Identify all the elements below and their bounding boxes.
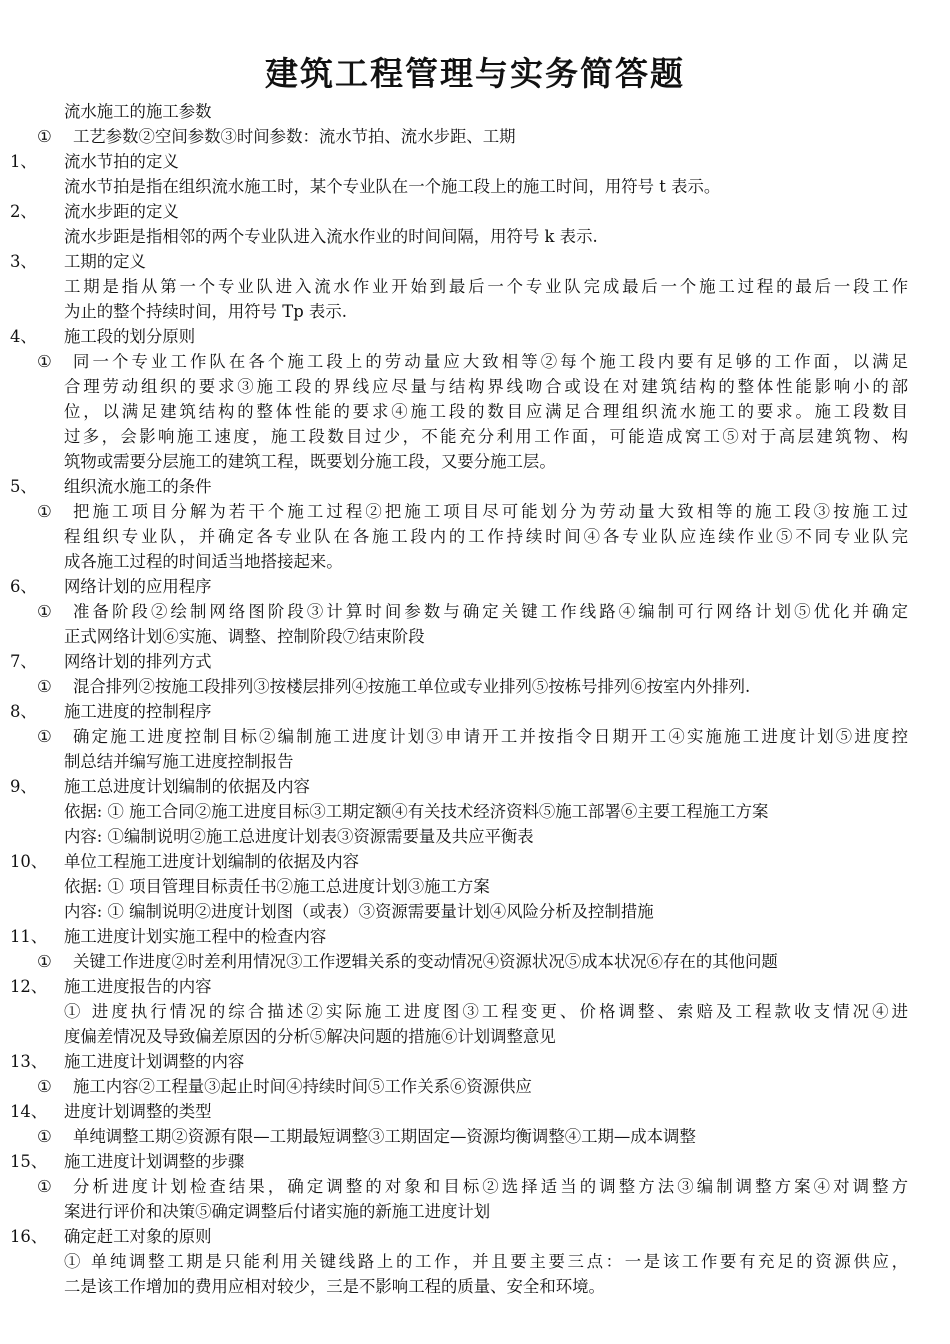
answer-line — [0, 1074, 950, 1099]
question-heading: 网络计划的排列方式 — [64, 652, 212, 671]
question-heading: 工期的定义 — [64, 252, 146, 271]
answer-text: 准备阶段②绘制网络图阶段③计算时间参数与确定关键工作线路④编制可行网络计划⑤优化并确定 — [73, 602, 908, 621]
answer-line — [0, 1199, 950, 1224]
question-number: 11、 — [10, 927, 48, 946]
answer-line — [0, 349, 950, 374]
answer-line — [0, 549, 950, 574]
answer-text: 混合排列②按施工段排列③按楼层排列④按施工单位或专业排列⑤按栋号排列⑥按室内外排列. — [73, 677, 751, 696]
answer-text: 为止的整个持续时间，用符号 Tp 表示. — [64, 302, 347, 321]
answer-line — [0, 749, 950, 774]
answer-text: 依据: ① 施工合同②施工进度目标③工期定额④有关技术经济资料⑤施工部署⑥主要工程施工方案 — [64, 802, 769, 821]
list-marker: ① — [37, 1177, 52, 1196]
answer-text: 二是该工作增加的费用应相对较少，三是不影响工程的质量、安全和环境。 — [64, 1277, 605, 1296]
question-heading: 单位工程施工进度计划编制的依据及内容 — [64, 852, 360, 871]
answer-line — [0, 1274, 950, 1299]
answer-line — [0, 1249, 950, 1274]
question-heading: 确定赶工对象的原则 — [64, 1227, 212, 1246]
answer-text: 单纯调整工期②资源有限—工期最短调整③工期固定—资源均衡调整④工期—成本调整 — [73, 1127, 696, 1146]
answer-text: 工艺参数②空间参数③时间参数：流水节拍、流水步距、工期 — [73, 127, 516, 146]
question-heading: 流水步距的定义 — [64, 202, 179, 221]
question-12 — [0, 974, 950, 999]
answer-line — [0, 1024, 950, 1049]
list-marker: ① — [37, 602, 52, 621]
question-1 — [0, 149, 950, 174]
answer-text: 同一个专业工作队在各个施工段上的劳动量应大致相等②每个施工段内要有足够的工作面，以满足 — [73, 352, 908, 371]
answer-line — [0, 424, 950, 449]
answer-text: 筑物或需要分层施工的建筑工程，既要划分施工段，又要分施工层。 — [64, 452, 556, 471]
answer-text: 工期是指从第一个专业队进入流水作业开始到最后一个专业队完成最后一个施工过程的最后一段工作 — [64, 277, 908, 296]
question-15 — [0, 1149, 950, 1174]
question-number: 15、 — [10, 1152, 48, 1171]
question-number: 12、 — [10, 977, 48, 996]
question-number: 6、 — [10, 577, 37, 596]
question-heading: 组织流水施工的条件 — [64, 477, 212, 496]
answer-text: ① 进度执行情况的综合描述②实际施工进度图③工程变更、价格调整、索赔及工程款收支情况④进 — [64, 1002, 908, 1021]
question-14 — [0, 1099, 950, 1124]
question-number: 5、 — [10, 477, 37, 496]
question-6 — [0, 574, 950, 599]
question-13 — [0, 1049, 950, 1074]
question-heading: 施工总进度计划编制的依据及内容 — [64, 777, 310, 796]
question-2 — [0, 199, 950, 224]
question-heading: 施工进度的控制程序 — [64, 702, 212, 721]
answer-line — [0, 174, 950, 199]
question-number: 4、 — [10, 327, 37, 346]
question-10 — [0, 849, 950, 874]
answer-text: 分析进度计划检查结果，确定调整的对象和目标②选择适当的调整方法③编制调整方案④对调整方 — [73, 1177, 908, 1196]
question-heading: 施工进度计划实施工程中的检查内容 — [64, 927, 327, 946]
question-number: 14、 — [10, 1102, 48, 1121]
answer-line — [0, 1174, 950, 1199]
list-marker: ① — [37, 1127, 52, 1146]
section-heading: 流水施工的施工参数 — [64, 102, 212, 121]
question-heading: 施工进度报告的内容 — [64, 977, 212, 996]
answer-line — [0, 999, 950, 1024]
answer-text: 把施工项目分解为若干个施工过程②把施工项目尽可能划分为劳动量大致相等的施工段③按施工过 — [73, 502, 908, 521]
answer-text: 流水步距是指相邻的两个专业队进入流水作业的时间间隔，用符号 k 表示. — [64, 227, 598, 246]
answer-text: 制总结并编写施工进度控制报告 — [64, 752, 294, 771]
answer-line — [0, 624, 950, 649]
question-heading: 进度计划调整的类型 — [64, 1102, 212, 1121]
list-marker: ① — [37, 677, 52, 696]
answer-text: 度偏差情况及导致偏差原因的分析⑤解决问题的措施⑥计划调整意见 — [64, 1027, 556, 1046]
answer-text: 案进行评价和决策⑤确定调整后付诸实施的新施工进度计划 — [64, 1202, 491, 1221]
answer-text: 施工内容②工程量③起止时间④持续时间⑤工作关系⑥资源供应 — [73, 1077, 532, 1096]
question-16 — [0, 1224, 950, 1249]
answer-line — [0, 724, 950, 749]
answer-text: 过多，会影响施工速度，施工段数目过少，不能充分利用工作面，可能造成窝工⑤对于高层建筑物、构 — [64, 427, 908, 446]
question-heading: 施工段的划分原则 — [64, 327, 196, 346]
answer-text: 确定施工进度控制目标②编制施工进度计划③申请开工并按指令日期开工④实施施工进度计划⑤进度控 — [73, 727, 908, 746]
question-7 — [0, 649, 950, 674]
answer-text: 成各施工过程的时间适当地搭接起来。 — [64, 552, 343, 571]
answer-text: 正式网络计划⑥实施、调整、控制阶段⑦结束阶段 — [64, 627, 425, 646]
list-marker: ① — [37, 727, 52, 746]
list-marker: ① — [37, 502, 52, 521]
answer-text: 内容: ① 编制说明②进度计划图（或表）③资源需要量计划④风险分析及控制措施 — [64, 902, 654, 921]
answer-line — [0, 374, 950, 399]
answer-text: 内容: ①编制说明②施工总进度计划表③资源需要量及共应平衡表 — [64, 827, 534, 846]
answer-line — [0, 299, 950, 324]
question-heading: 施工进度计划调整的步骤 — [64, 1152, 245, 1171]
answer-line — [0, 224, 950, 249]
answer-text: 依据: ① 项目管理目标责任书②施工总进度计划③施工方案 — [64, 877, 490, 896]
answer-line — [0, 799, 950, 824]
question-heading: 施工进度计划调整的内容 — [64, 1052, 245, 1071]
answer-line — [0, 449, 950, 474]
answer-line — [0, 599, 950, 624]
list-marker: ① — [37, 952, 52, 971]
page-title: 建筑工程管理与实务简答题 — [265, 54, 685, 93]
answer-text: 合理劳动组织的要求③施工段的界线应尽量与结构界线吻合或设在对建筑结构的整体性能影响小的部 — [64, 377, 908, 396]
question-8 — [0, 699, 950, 724]
question-3 — [0, 249, 950, 274]
answer-text: 位，以满足建筑结构的整体性能的要求④施工段的数目应满足合理组织流水施工的要求。施工段数目 — [64, 402, 908, 421]
question-number: 16、 — [10, 1227, 48, 1246]
question-4 — [0, 324, 950, 349]
answer-line — [0, 899, 950, 924]
question-9 — [0, 774, 950, 799]
question-heading: 网络计划的应用程序 — [64, 577, 212, 596]
intro-answer-row — [0, 124, 950, 149]
question-number: 2、 — [10, 202, 37, 221]
question-number: 1、 — [10, 152, 37, 171]
question-number: 8、 — [10, 702, 37, 721]
question-number: 9、 — [10, 777, 37, 796]
answer-text: 程组织专业队，并确定各专业队在各施工段内的工作持续时间④各专业队应连续作业⑤不同专业队完 — [64, 527, 908, 546]
list-marker: ① — [37, 352, 52, 371]
document-body — [0, 99, 950, 1299]
answer-line — [0, 1124, 950, 1149]
answer-text: 流水节拍是指在组织流水施工时，某个专业队在一个施工段上的施工时间，用符号 t 表示。 — [64, 177, 721, 196]
question-heading: 流水节拍的定义 — [64, 152, 179, 171]
list-marker: ① — [37, 1077, 52, 1096]
answer-line — [0, 274, 950, 299]
answer-line — [0, 674, 950, 699]
answer-line — [0, 949, 950, 974]
answer-line — [0, 824, 950, 849]
answer-line — [0, 874, 950, 899]
question-5 — [0, 474, 950, 499]
question-11 — [0, 924, 950, 949]
question-number: 10、 — [10, 852, 48, 871]
answer-text: 关键工作进度②时差利用情况③工作逻辑关系的变动情况④资源状况⑤成本状况⑥存在的其他问题 — [73, 952, 778, 971]
question-number: 7、 — [10, 652, 37, 671]
intro-heading-row — [0, 99, 950, 124]
answer-line — [0, 524, 950, 549]
question-number: 3、 — [10, 252, 37, 271]
answer-line — [0, 399, 950, 424]
answer-line — [0, 499, 950, 524]
question-number: 13、 — [10, 1052, 48, 1071]
list-marker: ① — [37, 127, 52, 146]
answer-text: ① 单纯调整工期是只能利用关键线路上的工作，并且要主要三点：一是该工作要有充足的资源供应， — [64, 1252, 908, 1271]
